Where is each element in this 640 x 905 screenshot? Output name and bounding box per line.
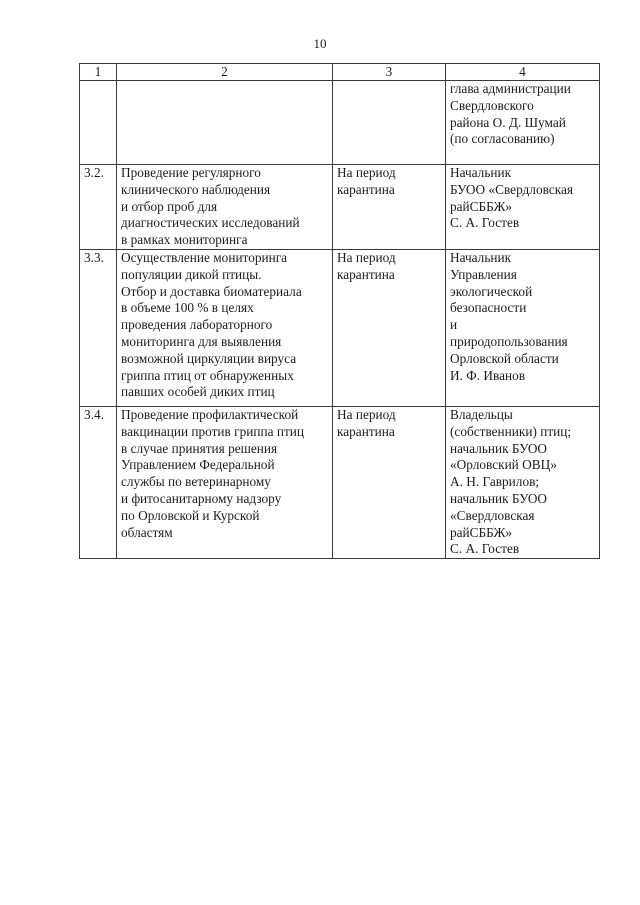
page-number: 10 xyxy=(313,36,327,51)
responsible-line: Управления xyxy=(450,266,517,282)
responsible-cell xyxy=(446,249,600,406)
table-body xyxy=(80,81,600,559)
event-cell xyxy=(117,249,333,406)
event-line: клинического наблюдения xyxy=(121,181,271,197)
responsible-line: И. Ф. Иванов xyxy=(450,367,526,383)
event-line: диагностических исследований xyxy=(121,215,300,231)
column-header-3: 3 xyxy=(333,64,446,81)
event-line: Отбор и доставка биоматериала xyxy=(121,283,302,299)
responsible-line: «Свердловская xyxy=(450,507,535,523)
responsible-line: начальник БУОО xyxy=(450,490,548,506)
measures-table xyxy=(79,63,600,559)
responsible-line: Орловской области xyxy=(450,350,559,366)
responsible-line: Свердловского xyxy=(450,97,534,113)
responsible-cell xyxy=(446,165,600,250)
event-line: Осуществление мониторинга xyxy=(121,249,288,265)
period-cell xyxy=(333,81,446,165)
event-line: Проведение регулярного xyxy=(121,165,261,180)
table-row xyxy=(80,165,600,250)
item-number: 3.2. xyxy=(80,165,117,250)
responsible-line: Начальник xyxy=(450,165,512,180)
event-line: павших особей диких птиц xyxy=(121,384,275,400)
period-line: На период xyxy=(337,165,396,180)
responsible-line: (по согласованию) xyxy=(450,131,555,147)
period-cell xyxy=(333,165,446,250)
event-line: проведения лабораторного xyxy=(121,317,273,333)
responsible-line: начальник БУОО xyxy=(450,440,548,456)
event-line: вакцинации против гриппа птиц xyxy=(121,423,304,439)
responsible-line: безопасности xyxy=(450,300,527,316)
period-line: На период xyxy=(337,406,396,422)
event-cell xyxy=(117,81,333,165)
event-line: Управлением Федеральной xyxy=(121,457,275,473)
period-line: На период xyxy=(337,249,396,265)
responsible-line: Начальник xyxy=(450,249,512,265)
responsible-line: Владельцы xyxy=(450,406,513,422)
item-number: 3.4. xyxy=(80,406,117,558)
responsible-line: глава администрации xyxy=(450,81,571,96)
responsible-cell xyxy=(446,81,600,165)
event-line: мониторинга для выявления xyxy=(121,333,282,349)
responsible-line: БУОО «Свердловская xyxy=(450,181,573,197)
column-header-1: 1 xyxy=(80,64,117,81)
event-cell xyxy=(117,165,333,250)
responsible-line: райСББЖ» xyxy=(450,524,513,540)
event-line: гриппа птиц от обнаруженных xyxy=(121,367,294,383)
event-line: областям xyxy=(121,524,173,540)
header-row xyxy=(80,64,600,81)
responsible-line: райСББЖ» xyxy=(450,198,513,214)
event-line: по Орловской и Курской xyxy=(121,507,260,523)
table-row xyxy=(80,249,600,406)
column-header-2: 2 xyxy=(117,64,333,81)
event-line: и отбор проб для xyxy=(121,198,218,214)
table-row xyxy=(80,406,600,558)
column-header-4: 4 xyxy=(446,64,600,81)
event-line: и фитосанитарному надзору xyxy=(121,490,282,506)
responsible-line: «Орловский ОВЦ» xyxy=(450,457,557,473)
responsible-line: С. А. Гостев xyxy=(450,541,520,557)
event-line: службы по ветеринарному xyxy=(121,474,271,490)
responsible-cell xyxy=(446,406,600,558)
period-line: карантина xyxy=(337,266,395,282)
period-line: карантина xyxy=(337,181,395,197)
responsible-line: природопользования xyxy=(450,333,568,349)
item-number: 3.3. xyxy=(80,249,117,406)
event-line: в рамках мониторинга xyxy=(121,232,248,248)
event-line: в случае принятия решения xyxy=(121,440,278,456)
responsible-line: С. А. Гостев xyxy=(450,215,520,231)
responsible-line: и xyxy=(450,317,458,333)
event-line: популяции дикой птицы. xyxy=(121,266,262,282)
event-cell xyxy=(117,406,333,558)
period-line: карантина xyxy=(337,423,395,439)
responsible-line: А. Н. Гаврилов; xyxy=(450,474,540,490)
event-line: Проведение профилактической xyxy=(121,406,299,422)
period-cell xyxy=(333,249,446,406)
responsible-line: экологической xyxy=(450,283,533,299)
item-number xyxy=(80,81,117,165)
table-row xyxy=(80,81,600,165)
responsible-line: (собственники) птиц; xyxy=(450,423,572,439)
period-cell xyxy=(333,406,446,558)
responsible-line: района О. Д. Шумай xyxy=(450,114,566,130)
event-line: возможной циркуляции вируса xyxy=(121,350,297,366)
event-line: в объеме 100 % в целях xyxy=(121,300,254,316)
